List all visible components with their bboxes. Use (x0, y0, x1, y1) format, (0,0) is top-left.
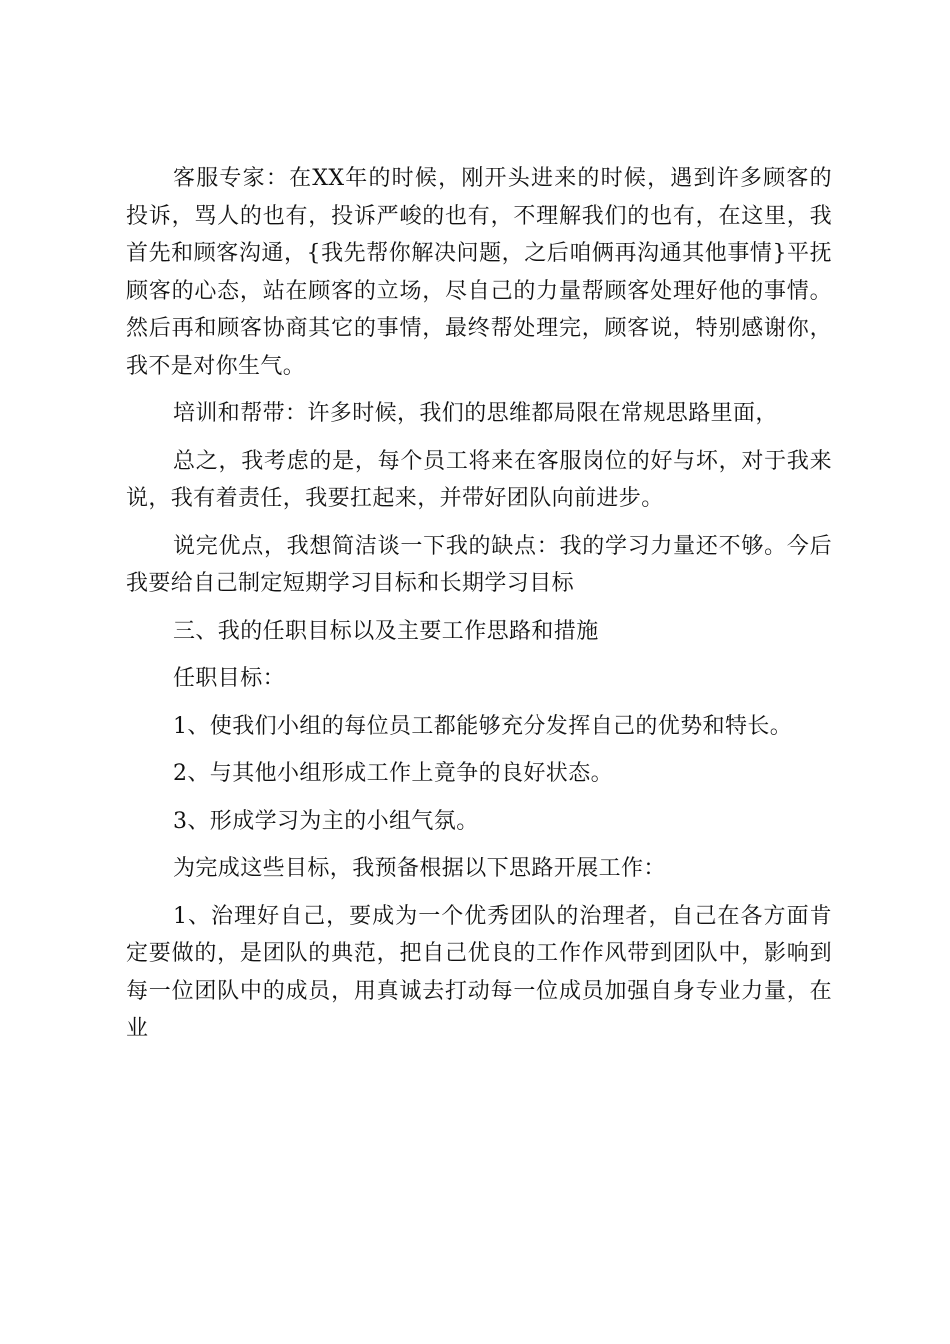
paragraph-goals-label: 任职目标： (173, 666, 286, 691)
paragraph-weakness: 说完优点，我想简洁谈一下我的缺点：我的学习力量还不够。今后我要给自己制定短期学习目标和长期学习目标 (126, 533, 832, 596)
paragraph-customer-service-expert: 客服专家：在XX年的时候，刚开头进来的时候，遇到许多顾客的投诉，骂人的也有，投诉严峻的也有，不理解我们的也有，在这里，我首先和顾客沟通，{我先帮你解决问题，之后咱俩再沟通其他事情}平抚顾客的心态，站在顾客的立场，尽自己的力量帮顾客处理好他的事情。然后再和顾客协商其它的事情，最终帮处理完，顾客说，特别感谢你，我不是对你生气。 (126, 166, 832, 379)
paragraph-approach-intro: 为完成这些目标，我预备根据以下思路开展工作： (173, 856, 666, 881)
document-body (126, 160, 832, 1058)
goal-item-1: 1、使我们小组的每位员工都能够充分发挥自己的优势和特长。 (173, 713, 793, 739)
approach-item-1: 1、治理好自己，要成为一个优秀团队的治理者，自己在各方面肯定要做的，是团队的典范，把自己优良的工作作风带到团队中，影响到每一位团队中的成员，用真诚去打动每一位成员加强自身专业力量，在业 (126, 903, 832, 1041)
paragraph-summary: 总之，我考虑的是，每个员工将来在客服岗位的好与坏，对于我来说，我有着责任，我要扛起来，并带好团队向前进步。 (126, 448, 832, 511)
goal-item-3: 3、形成学习为主的小组气氛。 (173, 808, 479, 834)
paragraph-training: 培训和帮带：许多时候，我们的思维都局限在常规思路里面， (173, 401, 778, 426)
section-heading-goals: 三、我的任职目标以及主要工作思路和措施 (173, 618, 599, 644)
goal-item-2: 2、与其他小组形成工作上竟争的良好状态。 (173, 761, 613, 786)
